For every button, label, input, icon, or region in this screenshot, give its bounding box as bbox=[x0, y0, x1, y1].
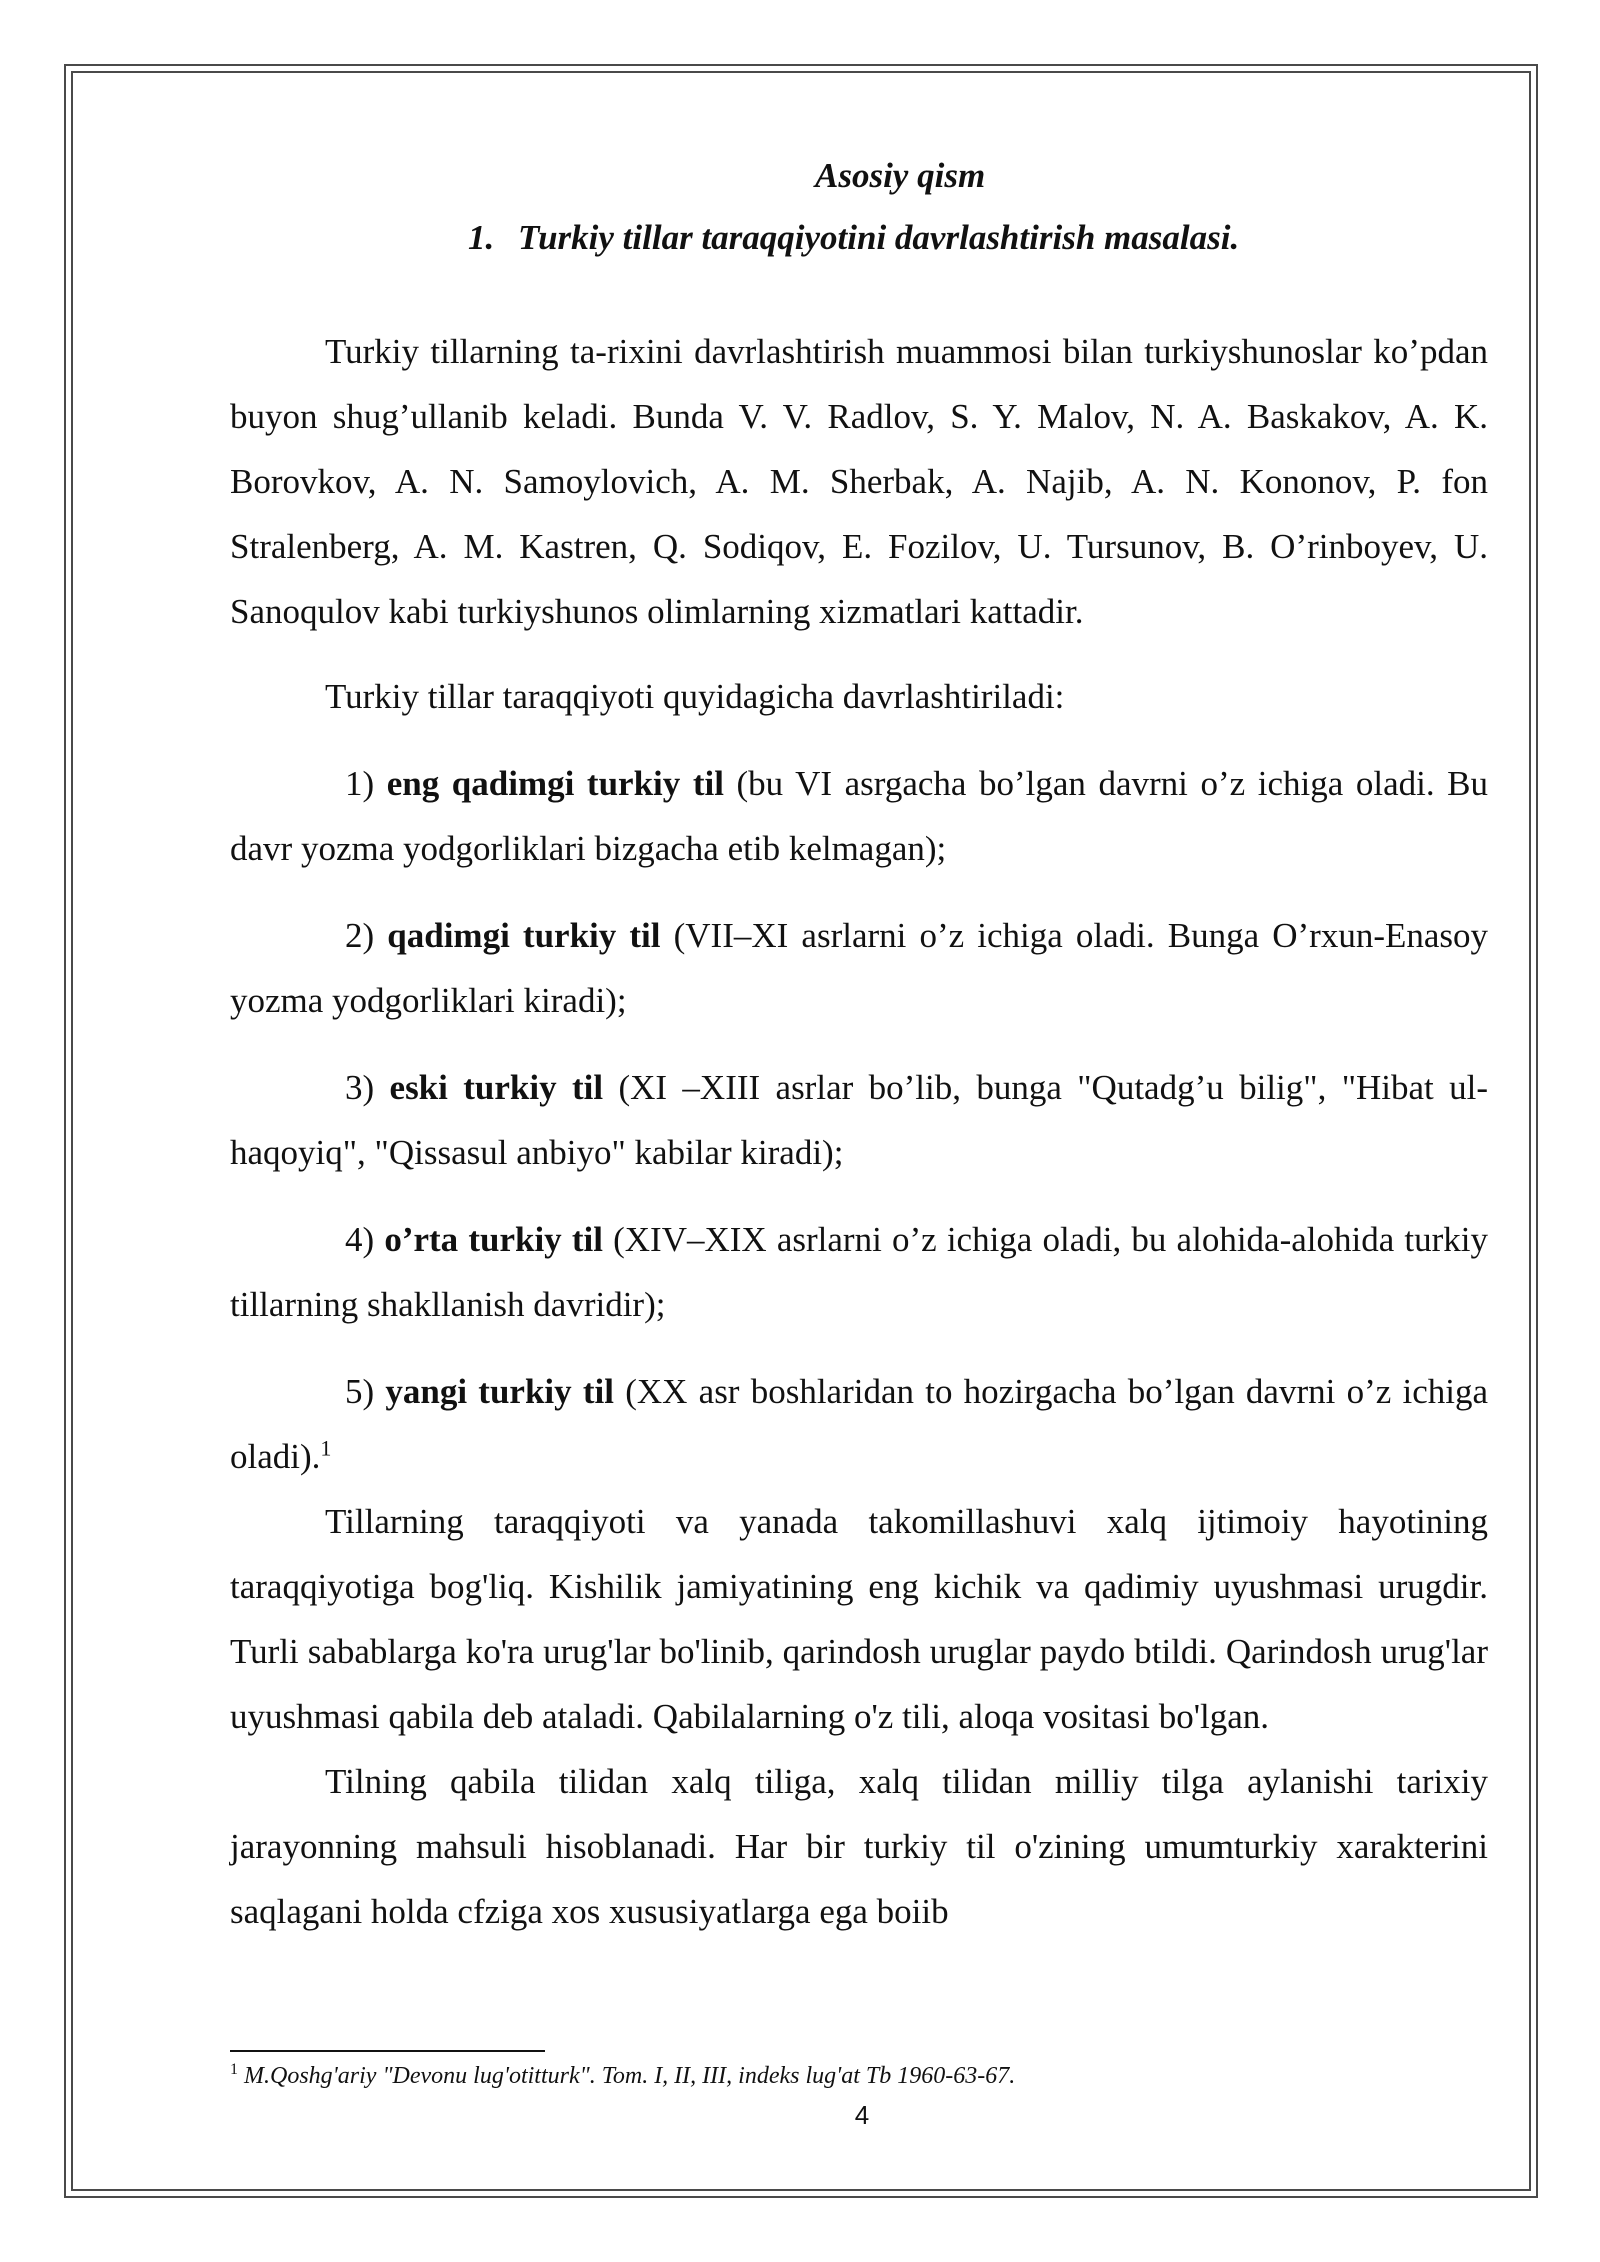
subsection-number: 1. bbox=[468, 218, 495, 257]
period-text: (VII–XI asrlarni o’z ichiga oladi. Bunga O’rxun-Enasoy yozma yodgorliklari kiradi); bbox=[230, 916, 1489, 1020]
period-term: eski turkiy til bbox=[389, 1068, 604, 1107]
period-item-5 bbox=[230, 1359, 1488, 1489]
period-text: (XI –XIII asrlar bo’lib, bunga "Qutadg’u bilig", "Hibat ul-haqoyiq", "Qissasul anbiyo" kabilar kiradi); bbox=[230, 1068, 1488, 1172]
period-number: 2) bbox=[345, 916, 375, 955]
footnote bbox=[230, 2060, 1488, 2092]
paragraph-national-language: Tilning qabila tilidan xalq tiliga, xalq tilidan milliy tilga aylanishi tarixiy jarayonning mahsuli hisoblanadi. Har bir turkiy til o'zining umumturkiy xarakterini saqlagani holda cfziga xos xususiyatlarga ega boiib bbox=[230, 1762, 1488, 1931]
period-number: 5) bbox=[345, 1372, 375, 1411]
period-number: 4) bbox=[345, 1220, 375, 1259]
section-heading: Asosiy qism bbox=[815, 156, 986, 195]
period-item-3 bbox=[230, 1055, 1488, 1185]
period-item-2 bbox=[230, 903, 1488, 1033]
subsection-title: Turkiy tillar taraqqiyotini davrlashtirish masalasi. bbox=[518, 218, 1240, 257]
period-term: eng qadimgi turkiy til bbox=[386, 764, 724, 803]
page-number: 4 bbox=[854, 2100, 870, 2130]
paragraph-language-development: Tillarning taraqqiyoti va yanada takomillashuvi xalq ijtimoiy hayotining taraqqiyotiga bog'liq. Kishilik jamiyatining eng kichik va qadimiy uyushmasi urugdir. Turli sabablarga ko'ra urug'lar bo'linib, qarindosh uruglar paydo btildi. Qarindosh urug'lar uyushmasi qabila deb ataladi. Qabilalarning o'z tili, aloqa vositasi bo'lgan. bbox=[230, 1502, 1488, 1736]
period-term: qadimgi turkiy til bbox=[387, 916, 661, 955]
period-term: yangi turkiy til bbox=[385, 1372, 614, 1411]
period-text: (bu VI asrgacha bo’lgan davrni o’z ichiga oladi. Bu davr yozma yodgorliklari bizgacha etib kelmagan); bbox=[230, 764, 1488, 868]
paragraph-intro: Turkiy tillarning ta-rixini davrlashtirish muammosi bilan turkiyshunoslar ko’pdan buyon shug’ullanib keladi. Bunda V. V. Radlov, S. Y. Malov, N. A. Baskakov, A. K. Borovkov, A. N. Samoylovich, A. M. Sherbak, A. Najib, A. N. Kononov, P. fon Stralenberg, A. M. Kastren, Q. Sodiqov, E. Fozilov, U. Tursunov, B. O’rinboyev, U. Sanoqulov kabi turkiyshunos olimlarning xizmatlari kattadir. bbox=[230, 332, 1488, 631]
period-text: (XIV–XIX asrlarni o’z ichiga oladi, bu alohida-alohida turkiy tillarning shakllanish davridir); bbox=[230, 1220, 1489, 1324]
document-body bbox=[230, 145, 1488, 1944]
subsection-heading bbox=[230, 207, 1488, 269]
period-item-1 bbox=[230, 751, 1488, 881]
period-term: o’rta turkiy til bbox=[384, 1220, 603, 1259]
footnote-separator bbox=[230, 2050, 545, 2052]
period-number: 3) bbox=[345, 1068, 375, 1107]
paragraph-periodization-lead: Turkiy tillar taraqqiyoti quyidagicha davrlashtiriladi: bbox=[325, 677, 1065, 716]
period-text: (XX asr boshlaridan to hozirgacha bo’lgan davrni o’z ichiga oladi). bbox=[230, 1372, 1488, 1476]
footnote-marker: 1 bbox=[230, 2061, 238, 2078]
footnote-text: M.Qoshg'ariy "Devonu lug'otitturk". Tom. I, II, III, indeks lug'at Tb 1960-63-67. bbox=[244, 2063, 1016, 2089]
period-number: 1) bbox=[345, 764, 375, 803]
period-item-4 bbox=[230, 1207, 1488, 1337]
footnote-reference[interactable]: 1 bbox=[320, 1435, 332, 1461]
